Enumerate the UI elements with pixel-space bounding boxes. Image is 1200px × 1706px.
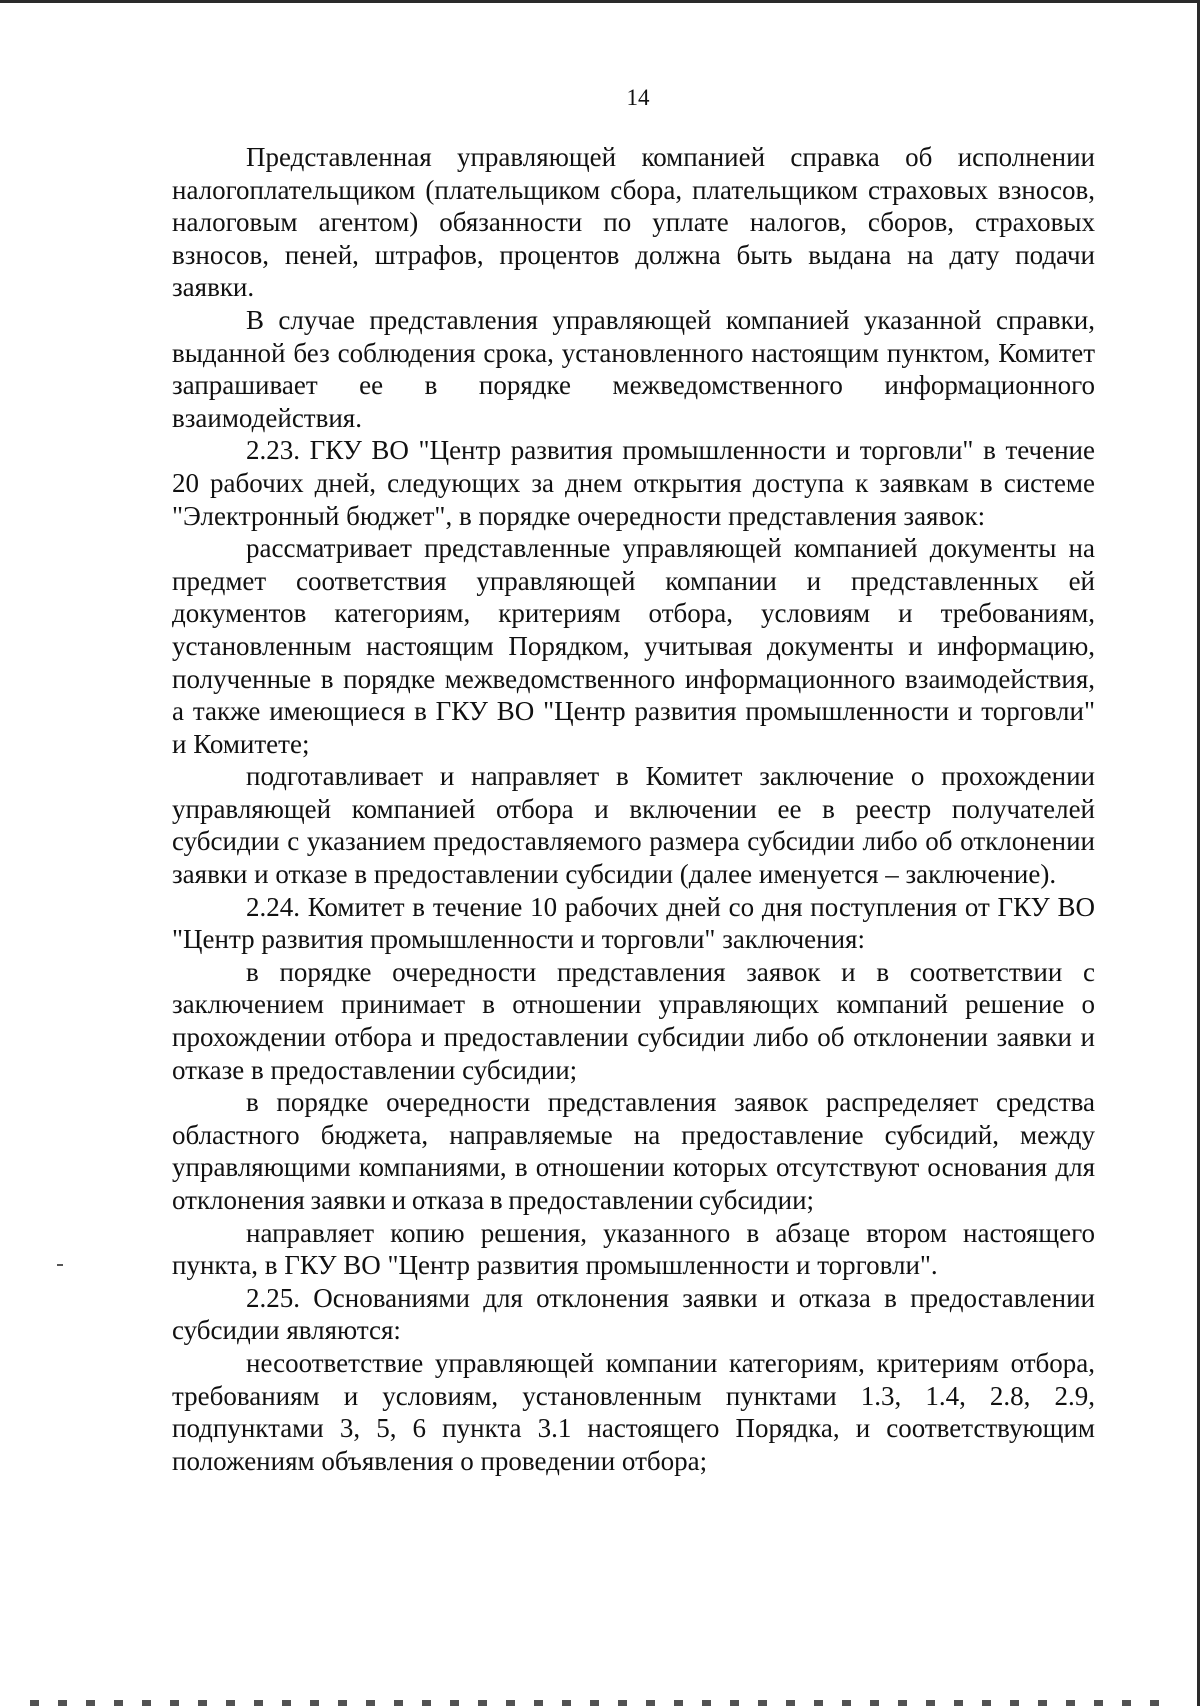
scan-bottom-noise (30, 1700, 1170, 1706)
page-number: 14 (626, 85, 650, 110)
paragraph-2-24-distribution: в порядке очередности представления заявок распределяет средства областного бюджета, направляемые на предоставление субсидий, между управляющими компаниями, в отношении которых отсутствуют основания для отклонения заявки и отказа в предоставлении субсидии; (172, 1087, 1095, 1215)
paragraph-2-23: 2.23. ГКУ ВО "Центр развития промышленности и торговли" в течение 20 рабочих дней, следующих за днем открытия доступа к заявкам в системе "Электронный бюджет", в порядке очередности представления заявок: (172, 435, 1095, 531)
paragraph-2-24: 2.24. Комитет в течение 10 рабочих дней со дня поступления от ГКУ ВО "Центр развития промышленности и торговли" заключения: (172, 891, 1095, 955)
document-body (172, 141, 1095, 1477)
scan-edge-top (0, 0, 1200, 3)
paragraph-2-25: 2.25. Основаниями для отклонения заявки и отказа в предоставлении субсидии являются: (172, 1282, 1095, 1346)
scan-margin-mark (57, 1264, 63, 1266)
paragraph-interagency-request: В случае представления управляющей компанией указанной справки, выданной без соблюдения срока, установленного настоящим пунктом, Комитет запрашивает ее в порядке межведомственного информационного взаимодействия. (172, 304, 1095, 433)
paragraph-2-25-nonconformity: несоответствие управляющей компании категориям, критериям отбора, требованиям и условиям, установленным пунктами 1.3, 1.4, 2.8, 2.9, подпунктами 3, 5, 6 пункта 3.1 настоящего Порядка, и соответствующим положениям объявления о проведении отбора; (172, 1347, 1095, 1476)
paragraph-certificate-validity: Представленная управляющей компанией справка об исполнении налогоплательщиком (плательщиком сбора, плательщиком страховых взносов, налоговым агентом) обязанности по уплате налогов, сборов, страховых взносов, пеней, штрафов, процентов должна быть выдана на дату подачи заявки. (172, 142, 1095, 303)
paragraph-2-24-copy: направляет копию решения, указанного в абзаце втором настоящего пункта, в ГКУ ВО "Центр развития промышленности и торговли". (172, 1217, 1095, 1281)
paragraph-2-24-decision: в порядке очередности представления заявок и в соответствии с заключением принимает в отношении управляющих компаний решение о прохождении отбора и предоставлении субсидии либо об отклонении заявки и отказе в предоставлении субсидии; (172, 956, 1095, 1085)
paragraph-2-23-review: рассматривает представленные управляющей компанией документы на предмет соответствия управляющей компании и представленных ей документов категориям, критериям отбора, условиям и требованиям, установленным настоящим Порядком, учитывая документы и информацию, полученные в порядке межведомственного информационного взаимодействия, а также имеющиеся в ГКУ ВО "Центр развития промышленности и торговли" и Комитете; (172, 533, 1095, 759)
paragraph-2-23-conclusion: подготавливает и направляет в Комитет заключение о прохождении управляющей компанией отбора и включении ее в реестр получателей субсидии с указанием предоставляемого размера субсидии либо об отклонении заявки и отказе в предоставлении субсидии (далее именуется – заключение). (172, 761, 1095, 890)
